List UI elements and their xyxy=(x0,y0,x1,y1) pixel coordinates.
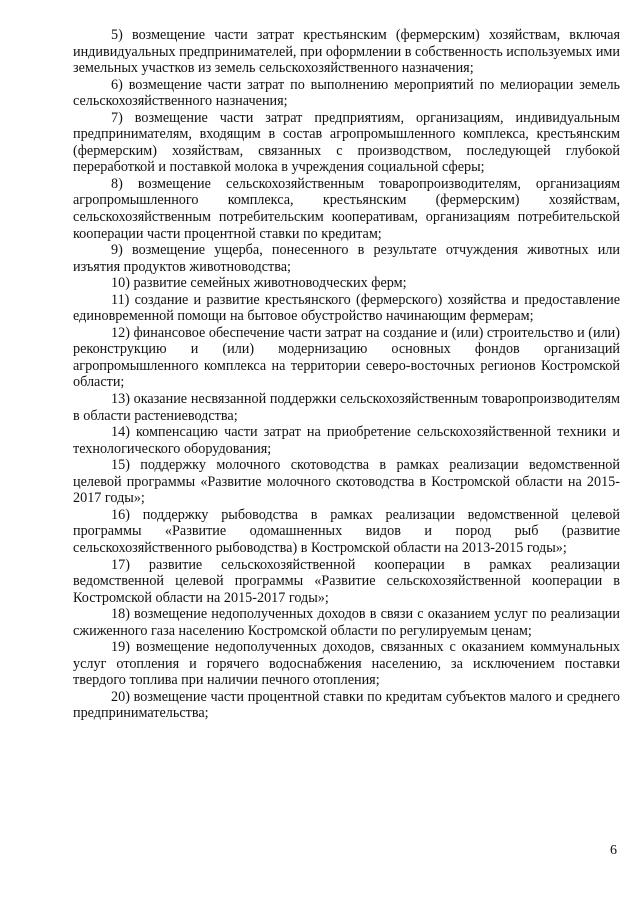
list-item-13: 13) оказание несвязанной поддержки сельскохозяйственным товаропроизводителям в области растениеводства; xyxy=(73,391,620,424)
list-item-5: 5) возмещение части затрат крестьянским (фермерским) хозяйствам, включая индивидуальных предпринимателей, при оформлении в собственность используемых ими земельных участков из земель сельскохозяйственного назначения; xyxy=(73,27,620,77)
list-item-6: 6) возмещение части затрат по выполнению мероприятий по мелиорации земель сельскохозяйственного назначения; xyxy=(73,76,620,110)
page-number: 6 xyxy=(610,843,617,858)
list-item-15: 15) поддержку молочного скотоводства в рамках реализации ведомственной целевой программы «Развитие молочного скотоводства в Костромской области на 2015-2017 годы»; xyxy=(73,457,620,507)
list-item-16: 16) поддержку рыбоводства в рамках реализации ведомственной целевой программы «Развитие одомашненных видов и пород рыб (развитие сельскохозяйственного рыбоводства) в Костромской области на 2013-2015 годы»; xyxy=(73,506,620,556)
list-item-8: 8) возмещение сельскохозяйственным товаропроизводителям, организациям агропромышленного комплекса, крестьянским (фермерским) хозяйствам, сельскохозяйственным потребительским кооперативам, организациям потребительской кооперации части процентной ставки по кредитам; xyxy=(73,175,620,242)
list-item-10: 10) развитие семейных животноводческих ферм; xyxy=(111,275,407,292)
list-item-7: 7) возмещение части затрат предприятиям, организациям, индивидуальным предпринимателям, входящим в состав агропромышленного комплекса, крестьянским (фермерским) хозяйствам, связанных с производством, последующей глубокой переработкой и поставкой молока в учреждения социальной сферы; xyxy=(73,109,620,176)
list-item-12: 12) финансовое обеспечение части затрат на создание и (или) строительство и (или) реконструкцию и (или) модернизацию основных фондов организаций агропромышленного комплекса на территории северо-восточных регионов Костромской области; xyxy=(73,324,620,391)
list-item-9: 9) возмещение ущерба, понесенного в результате отчуждения животных или изъятия продуктов животноводства; xyxy=(73,242,620,275)
list-item-18: 18) возмещение недополученных доходов в связи с оказанием услуг по реализации сжиженного газа населению Костромской области по регулируемым ценам; xyxy=(73,606,620,639)
list-item-14: 14) компенсацию части затрат на приобретение сельскохозяйственной техники и технологического оборудования; xyxy=(73,424,620,457)
list-item-11: 11) создание и развитие крестьянского (фермерского) хозяйства и предоставление единовременной помощи на бытовое обустройство начинающим фермерам; xyxy=(73,291,620,325)
list-item-19: 19) возмещение недополученных доходов, связанных с оказанием коммунальных услуг отопления и горячего водоснабжения населению, за исключением поставки твердого топлива при наличии печного отопления; xyxy=(73,639,620,689)
list-item-17: 17) развитие сельскохозяйственной кооперации в рамках реализации ведомственной целевой программы «Развитие сельскохозяйственной кооперации в Костромской области на 2015-2017 годы»; xyxy=(73,556,620,606)
list-item-20: 20) возмещение части процентной ставки по кредитам субъектов малого и среднего предпринимательства; xyxy=(73,688,620,722)
document-body xyxy=(73,27,620,722)
